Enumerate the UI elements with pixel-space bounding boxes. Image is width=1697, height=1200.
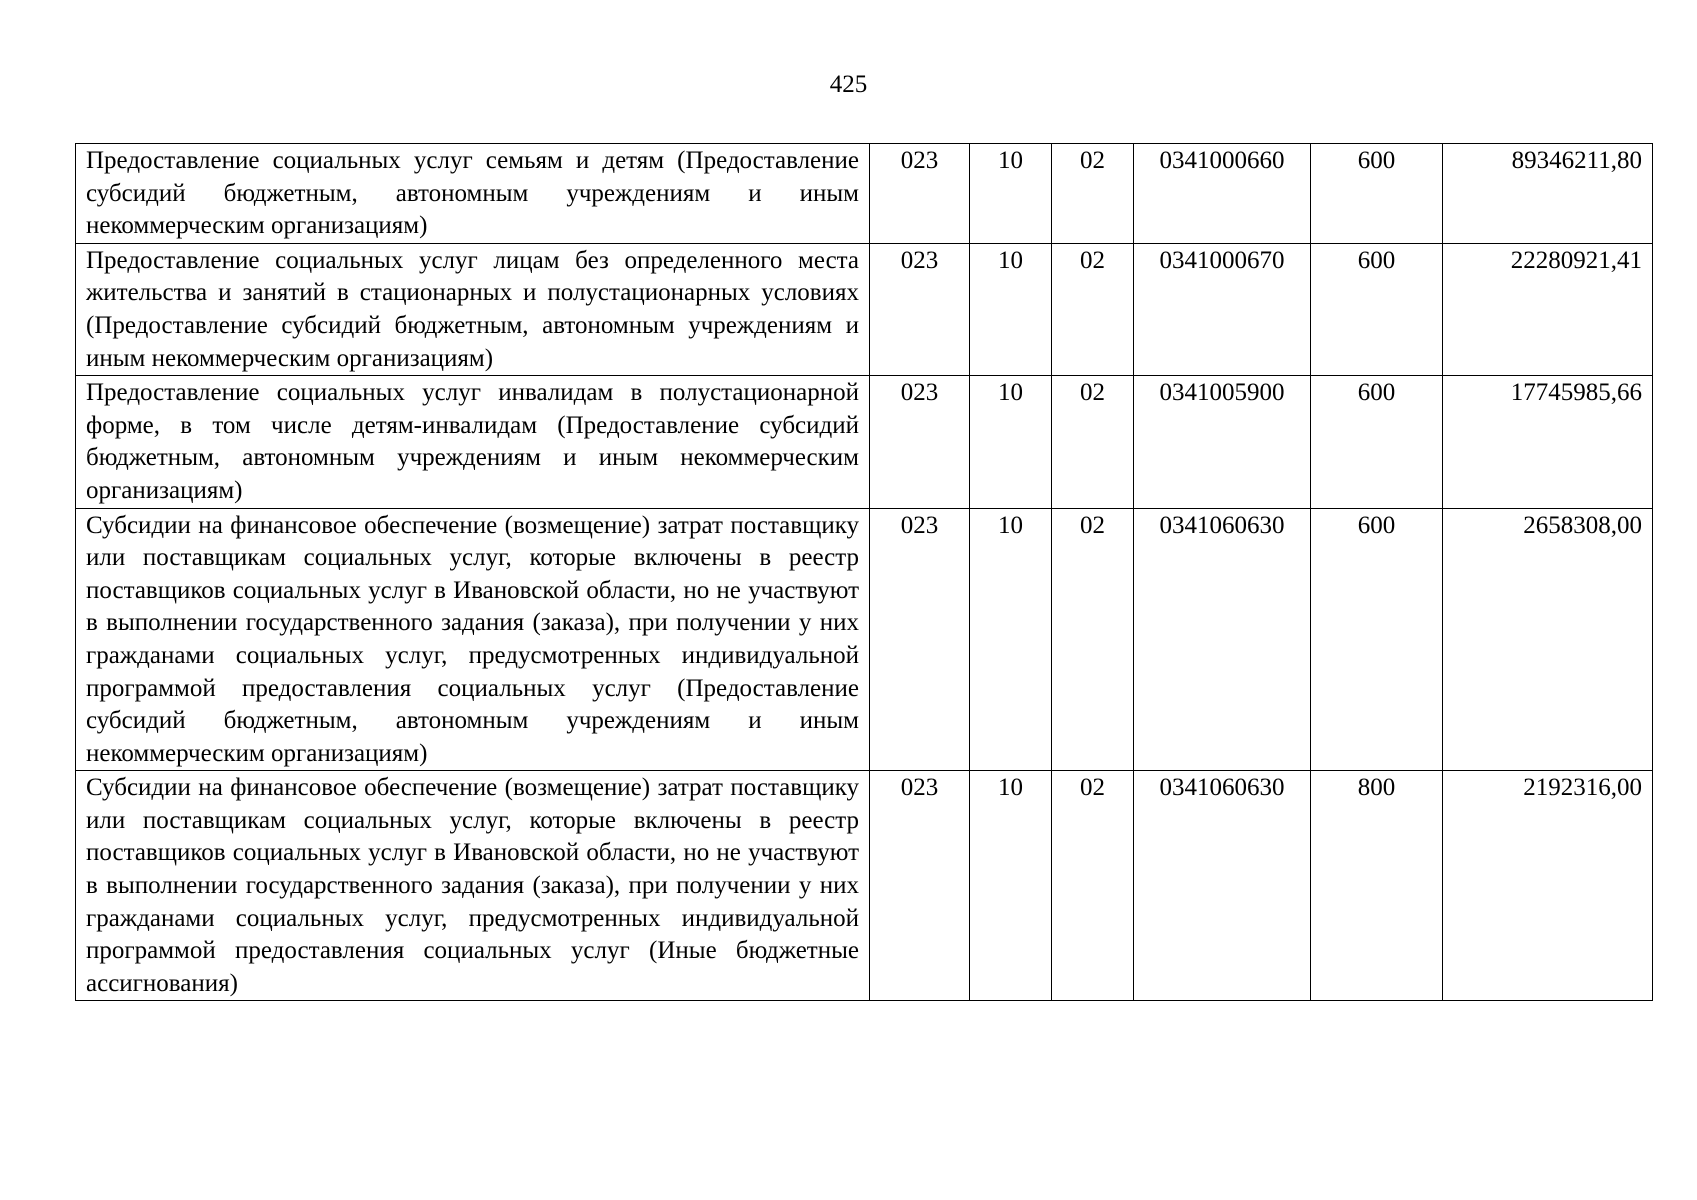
table-row (76, 508, 1653, 771)
section-code: 10 (970, 771, 1052, 1001)
budget-table (75, 143, 1653, 1001)
expense-description: Субсидии на финансовое обеспечение (возмещение) затрат поставщику или поставщикам социальных услуг, которые включены в реестр поставщиков социальных услуг в Ивановской области, но не участвуют в выполнении государственного задания (заказа), при получении у них гражданами социальных услуг, предусмотренных индивидуальной программой предоставления социальных услуг (Иные бюджетные ассигнования) (76, 771, 870, 1001)
target-article-code: 0341000670 (1134, 243, 1311, 375)
expense-description: Предоставление социальных услуг лицам без определенного места жительства и занятий в стационарных и полустационарных условиях (Предоставление субсидий бюджетным, автономным учреждениям и иным некоммерческим организациям) (76, 243, 870, 375)
target-article-code: 0341000660 (1134, 144, 1311, 244)
expense-type-code: 800 (1311, 771, 1443, 1001)
amount: 2192316,00 (1443, 771, 1653, 1001)
subsection-code: 02 (1052, 243, 1134, 375)
subsection-code: 02 (1052, 376, 1134, 508)
ministry-code: 023 (870, 144, 970, 244)
subsection-code: 02 (1052, 771, 1134, 1001)
table-row (76, 144, 1653, 244)
expense-description: Предоставление социальных услуг инвалидам в полустационарной форме, в том числе детям-инвалидам (Предоставление субсидий бюджетным, автономным учреждениям и иным некоммерческим организациям) (76, 376, 870, 508)
expense-type-code: 600 (1311, 508, 1443, 771)
subsection-code: 02 (1052, 508, 1134, 771)
section-code: 10 (970, 144, 1052, 244)
expense-type-code: 600 (1311, 144, 1443, 244)
target-article-code: 0341060630 (1134, 508, 1311, 771)
expense-description: Субсидии на финансовое обеспечение (возмещение) затрат поставщику или поставщикам социальных услуг, которые включены в реестр поставщиков социальных услуг в Ивановской области, но не участвуют в выполнении государственного задания (заказа), при получении у них гражданами социальных услуг, предусмотренных индивидуальной программой предоставления социальных услуг (Предоставление субсидий бюджетным, автономным учреждениям и иным некоммерческим организациям) (76, 508, 870, 771)
section-code: 10 (970, 508, 1052, 771)
ministry-code: 023 (870, 508, 970, 771)
table-row (76, 243, 1653, 375)
table-row (76, 376, 1653, 508)
expense-description: Предоставление социальных услуг семьям и детям (Предоставление субсидий бюджетным, автономным учреждениям и иным некоммерческим организациям) (76, 144, 870, 244)
section-code: 10 (970, 243, 1052, 375)
ministry-code: 023 (870, 243, 970, 375)
amount: 17745985,66 (1443, 376, 1653, 508)
ministry-code: 023 (870, 376, 970, 508)
target-article-code: 0341060630 (1134, 771, 1311, 1001)
section-code: 10 (970, 376, 1052, 508)
ministry-code: 023 (870, 771, 970, 1001)
amount: 2658308,00 (1443, 508, 1653, 771)
expense-type-code: 600 (1311, 243, 1443, 375)
amount: 22280921,41 (1443, 243, 1653, 375)
amount: 89346211,80 (1443, 144, 1653, 244)
page-number: 425 (829, 71, 868, 98)
target-article-code: 0341005900 (1134, 376, 1311, 508)
expense-type-code: 600 (1311, 376, 1443, 508)
subsection-code: 02 (1052, 144, 1134, 244)
table-row (76, 771, 1653, 1001)
